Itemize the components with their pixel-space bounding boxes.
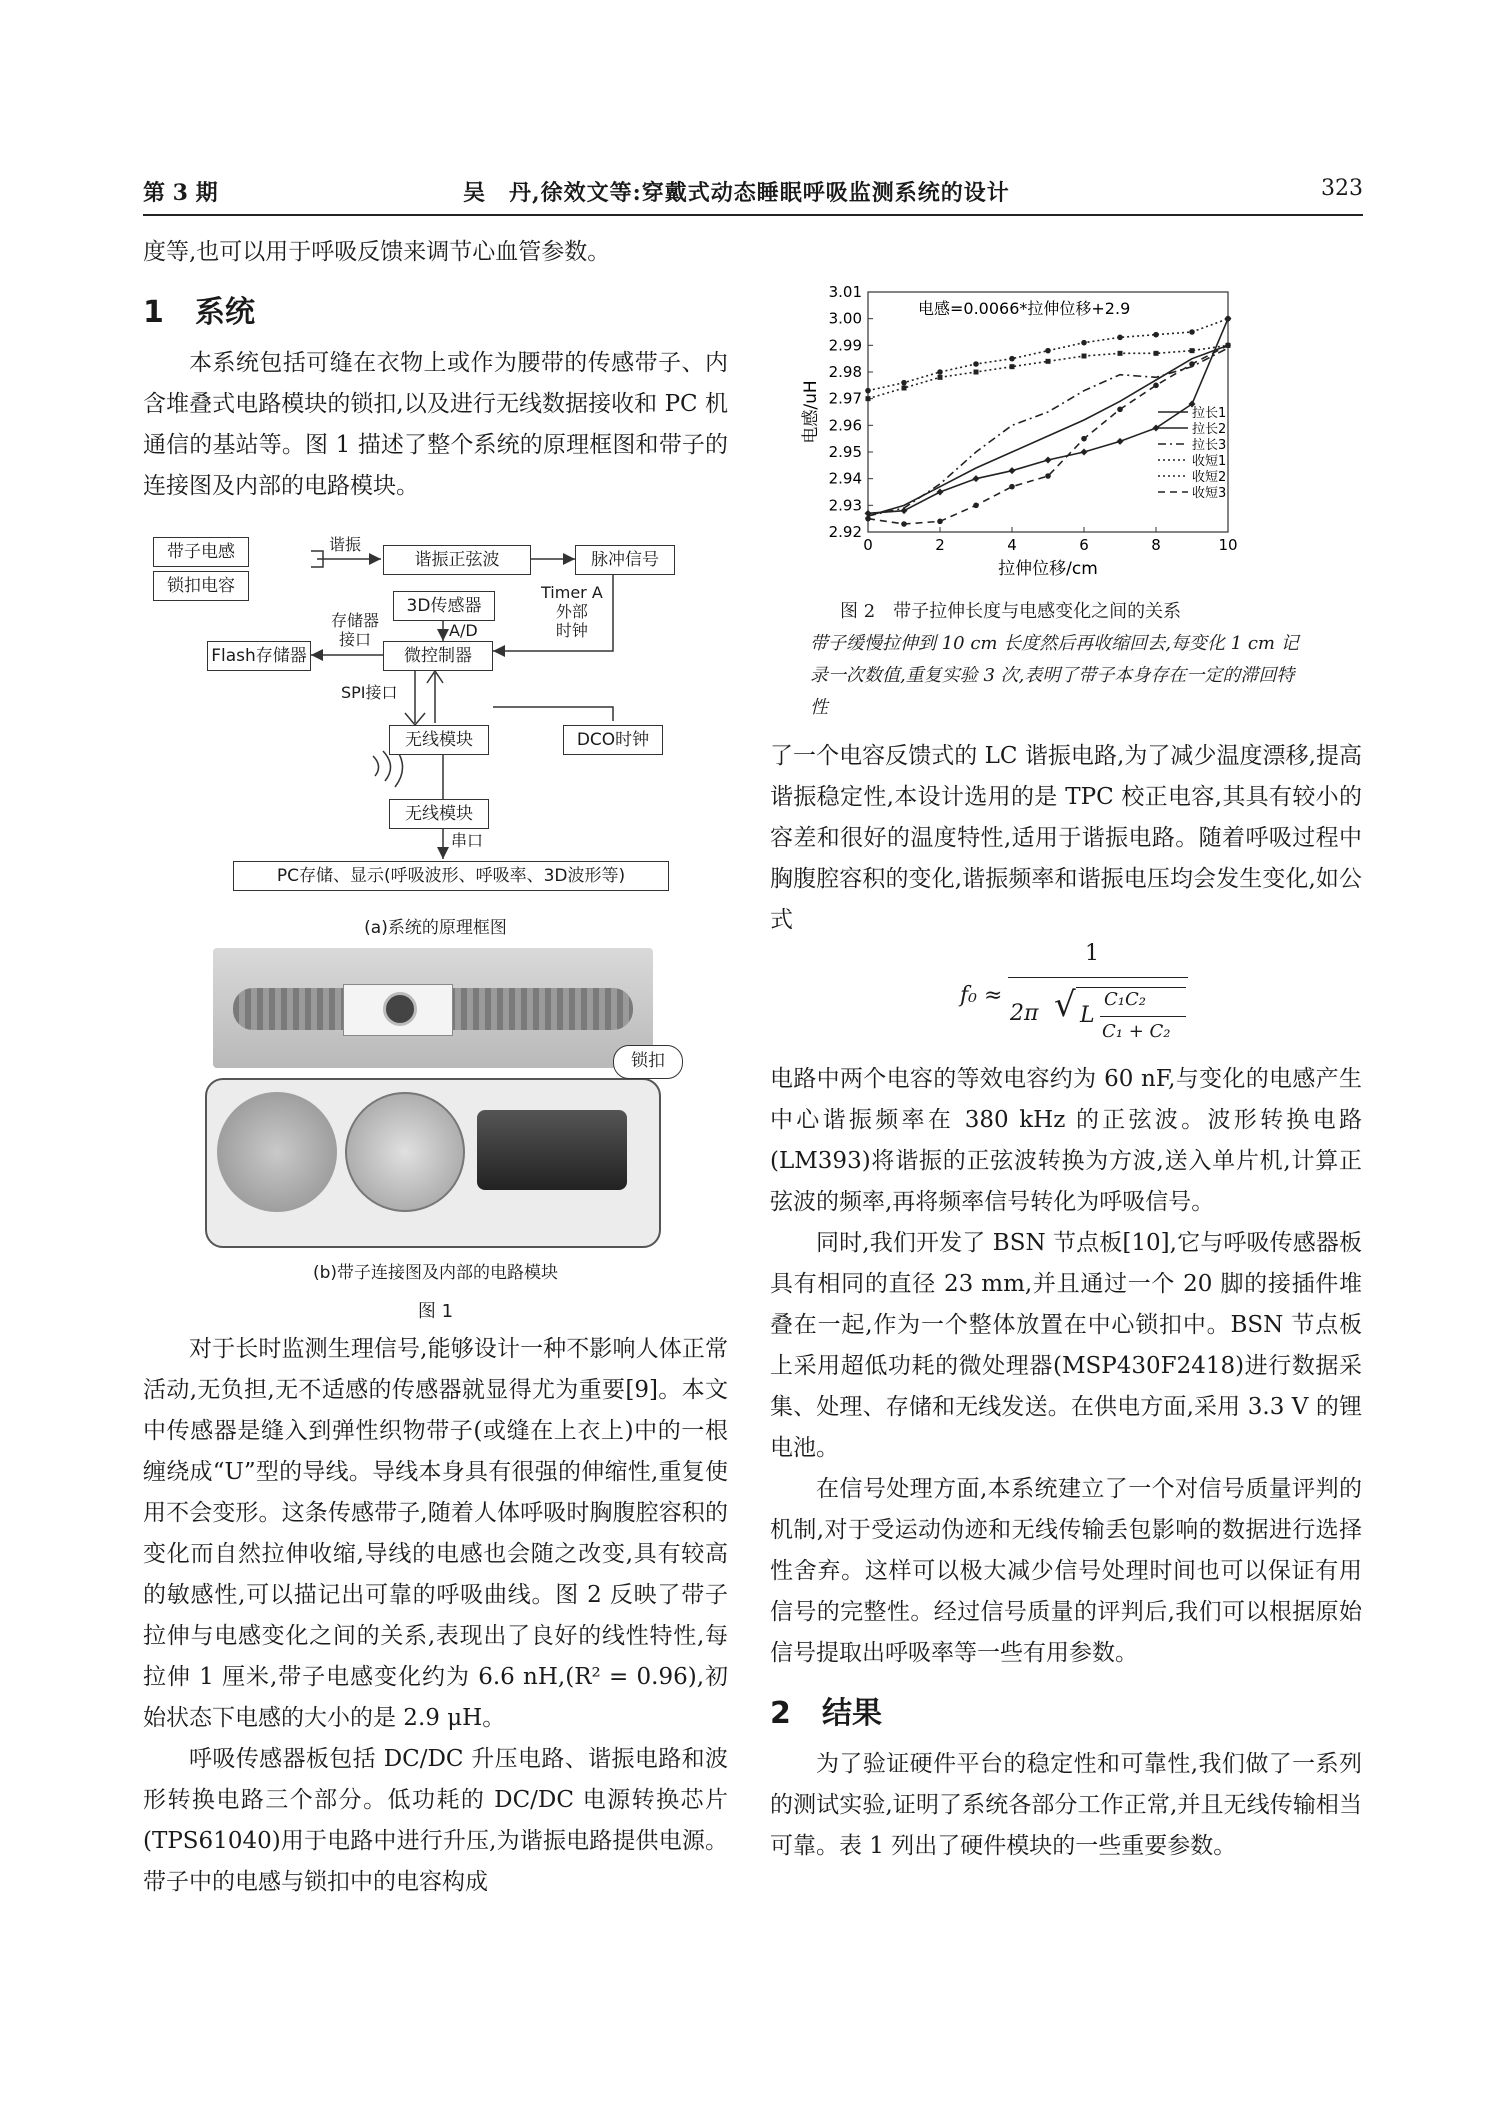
ad-label: A/D xyxy=(449,621,478,640)
mcu-box: 微控制器 xyxy=(383,641,493,671)
chart-svg xyxy=(790,280,1350,580)
formula xyxy=(770,941,1362,1059)
clock-text: 时钟 xyxy=(555,621,588,640)
section-heading-1 xyxy=(143,287,728,331)
sqrt-bar xyxy=(1076,987,1186,988)
formula-inner-bar xyxy=(1100,1016,1186,1017)
interface-text: 接口 xyxy=(339,630,372,649)
figure-1-label: 图 1 xyxy=(417,1301,454,1322)
data-point xyxy=(1081,449,1088,456)
data-point xyxy=(1117,438,1124,445)
data-point xyxy=(1154,351,1159,356)
sqrt-sign: √ xyxy=(1054,985,1076,1025)
wireless-module-box-2: 无线模块 xyxy=(389,799,489,829)
timer-a-text: Timer A xyxy=(541,583,603,602)
data-point xyxy=(1117,407,1123,413)
data-point xyxy=(865,516,871,522)
x-tick-label: 8 xyxy=(1151,536,1161,554)
y-tick-label: 2.99 xyxy=(828,336,862,355)
data-point xyxy=(1045,457,1052,464)
chart-annotation: 电感=0.0066*拉伸位移+2.9 xyxy=(918,299,1131,318)
formula-c1c2: C₁C₂ xyxy=(1104,989,1146,1010)
section-number: 2 xyxy=(770,1696,791,1731)
data-point xyxy=(1010,364,1015,369)
x-tick-label: 4 xyxy=(1007,536,1017,554)
data-point xyxy=(1045,348,1051,354)
paragraph: 为了验证硬件平台的稳定性和可靠性,我们做了一系列的测试实验,证明了系统各部分工作正常,并且无线传输相当可靠。表 1 列出了硬件模块的一些重要参数。 xyxy=(770,1751,1362,1859)
data-point xyxy=(1009,356,1015,362)
data-point xyxy=(1082,354,1087,359)
paragraph: 在信号处理方面,本系统建立了一个对信号质量评判的机制,对于受运动伪迹和无线传输丢包影响的数据进行选择性舍弃。这样可以极大减少信号处理时间也可以保证有用信号的完整性。经过信号质量的评判后,我们可以根据原始信号提取出呼吸率等一些有用参数。 xyxy=(770,1476,1362,1666)
page-number: 323 xyxy=(1321,176,1363,201)
data-point xyxy=(901,521,907,527)
data-point xyxy=(938,375,943,380)
lock-label: 锁扣 xyxy=(613,1045,683,1079)
legend-entry: 拉长3 xyxy=(1192,438,1227,453)
formula-c1-plus-c2: C₁ + C₂ xyxy=(1102,1021,1171,1042)
left-column xyxy=(143,232,728,1903)
y-tick-label: 2.96 xyxy=(828,416,862,435)
timer-label xyxy=(541,583,603,640)
figure-2-caption xyxy=(810,596,1310,724)
data-point xyxy=(1189,361,1195,367)
data-point xyxy=(937,369,943,375)
section-title: 系统 xyxy=(195,295,255,330)
paragraph: 同时,我们开发了 BSN 节点板[10],它与呼吸传感器板具有相同的直径 23 mm,并且通过一个 20 脚的接插件堆叠在一起,作为一个整体放置在中心锁扣中。BSN 节点板上采用超低功耗的微处理器(MSP430F2418)进行数据采集、处理、存储和无线发送。在供电方面,采用 3.3 V 的锂电池。 xyxy=(770,1230,1362,1461)
serial-label: 串口 xyxy=(451,831,484,850)
data-point xyxy=(1189,329,1195,335)
data-point xyxy=(866,396,871,401)
storage-interface-label xyxy=(331,611,379,649)
data-point xyxy=(937,489,944,496)
y-tick-label: 2.92 xyxy=(828,523,862,541)
circuit-detail-frame xyxy=(205,1078,661,1248)
system-block-diagram xyxy=(143,531,728,903)
y-tick-label: 2.95 xyxy=(828,443,862,461)
data-point xyxy=(973,361,979,367)
data-point xyxy=(1009,484,1015,490)
data-point xyxy=(1118,351,1123,356)
external-text: 外部 xyxy=(555,602,588,621)
x-tick-label: 0 xyxy=(863,536,873,554)
series-line xyxy=(868,348,1228,516)
y-tick-label: 3.01 xyxy=(828,283,862,301)
legend-entry: 收短3 xyxy=(1192,486,1227,501)
data-point xyxy=(973,503,979,509)
data-point xyxy=(1153,332,1159,338)
belt-photo xyxy=(213,948,665,1248)
inductance-chart xyxy=(790,280,1350,580)
sine-wave-box: 谐振正弦波 xyxy=(383,545,531,575)
formula-lhs: f₀ ≈ xyxy=(960,983,1003,1008)
paragraph: 了一个电容反馈式的 LC 谐振电路,为了减少温度漂移,提高谐振稳定性,本设计选用的是 TPC 校正电容,其具有较小的容差和很好的温度特性,适用于谐振电路。随着呼吸过程中胸腹腔容积的变化,谐振频率和谐振电压均会发生变化,如公式 xyxy=(770,743,1362,933)
x-tick-label: 2 xyxy=(935,536,945,554)
spi-label: SPI接口 xyxy=(341,683,398,702)
paragraph: 本系统包括可缝在衣物上或作为腰带的传感带子、内含堆叠式电路模块的锁扣,以及进行无线数据接收和 PC 机通信的基站等。图 1 描述了整个系统的原理框图和带子的连接图及内部的电路模块。 xyxy=(143,350,728,499)
data-point xyxy=(973,475,980,482)
data-point xyxy=(1046,359,1051,364)
data-point xyxy=(1009,467,1016,474)
data-point xyxy=(1045,473,1051,479)
resonance-label: 谐振 xyxy=(329,535,362,554)
data-point xyxy=(974,370,979,375)
data-point xyxy=(902,386,907,391)
x-tick-label: 6 xyxy=(1079,536,1089,554)
data-point xyxy=(1190,348,1195,353)
pc-display-box: PC存储、显示(呼吸波形、呼吸率、3D波形等) xyxy=(233,861,669,891)
x-axis-label: 拉伸位移/cm xyxy=(998,559,1098,579)
caption-b: (b)带子连接图及内部的电路模块 xyxy=(312,1263,559,1283)
belt-inductance-box: 带子电感 xyxy=(153,537,249,567)
pcb-image xyxy=(217,1092,337,1212)
issue-number: 第 3 期 xyxy=(143,180,218,206)
y-tick-label: 2.94 xyxy=(828,469,862,488)
formula-2pi: 2π xyxy=(1010,1001,1039,1026)
paragraph: 呼吸传感器板包括 DC/DC 升压电路、谐振电路和波形转换电路三个部分。低功耗的 DC/DC 电源转换芯片(TPS61040)用于电路中进行升压,为谐振电路提供电源。带子中的电感与锁扣中的电容构成 xyxy=(143,1746,728,1895)
series-line xyxy=(868,345,1228,516)
running-title: 吴 丹,徐效文等:穿戴式动态睡眠呼吸监测系统的设计 xyxy=(463,180,1010,206)
data-point xyxy=(937,519,943,525)
paragraph: 对于长时监测生理信号,能够设计一种不影响人体正常活动,无负担,无不适感的传感器就显得尤为重要[9]。本文中传感器是缝入到弹性织物带子(或缝在上衣上)中的一根缠绕成“U”型的导线。导线本身具有很强的伸缩性,重复使用不会变形。这条传感带子,随着人体呼吸时胸腹腔容积的变化而自然拉伸收缩,导线的电感也会随之改变,具有较高的敏感性,可以描记出可靠的呼吸曲线。图 2 反映了带子拉伸与电感变化之间的关系,表现出了良好的线性特性,每拉伸 1 厘米,带子电感变化约为 6.6 nH,(R² = 0.96),初始状态下电感的大小的是 2.9 μH。 xyxy=(143,1336,728,1731)
y-tick-label: 2.98 xyxy=(828,363,862,381)
sensor-3d-box: 3D传感器 xyxy=(393,591,495,621)
y-axis-label: 电感/uH xyxy=(801,380,821,444)
dco-clock-box: DCO时钟 xyxy=(563,725,663,755)
formula-bar xyxy=(1008,977,1188,978)
y-tick-label: 2.93 xyxy=(828,496,862,515)
series-line xyxy=(868,319,1228,391)
y-tick-label: 2.97 xyxy=(828,389,862,408)
data-point xyxy=(1225,343,1231,349)
section-number: 1 xyxy=(143,295,164,330)
y-tick-label: 3.00 xyxy=(828,309,862,328)
data-point xyxy=(1081,340,1087,346)
right-column xyxy=(770,280,1362,1867)
wireless-module-box: 无线模块 xyxy=(389,725,489,755)
flash-box: Flash存储器 xyxy=(207,641,311,671)
legend-entry: 拉长2 xyxy=(1192,422,1227,437)
data-point xyxy=(1153,383,1159,389)
data-point xyxy=(1081,436,1087,442)
formula-numerator: 1 xyxy=(1085,941,1099,966)
storage-text: 存储器 xyxy=(331,611,380,630)
section-heading-2 xyxy=(770,1688,1362,1732)
section-title: 结果 xyxy=(822,1696,882,1731)
paragraph: 度等,也可以用于呼吸反馈来调节心血管参数。 xyxy=(143,239,611,265)
figure-2-title: 图 2 带子拉伸长度与电感变化之间的关系 xyxy=(840,601,1182,622)
data-point xyxy=(1117,335,1123,341)
formula-L: L xyxy=(1080,1003,1095,1028)
coin-image xyxy=(345,1092,465,1212)
data-point xyxy=(1225,316,1231,322)
x-tick-label: 10 xyxy=(1218,536,1238,554)
page-header xyxy=(143,172,1363,216)
buckle-capacitor-box: 锁扣电容 xyxy=(153,571,249,601)
data-point xyxy=(865,388,871,394)
pulse-signal-box: 脉冲信号 xyxy=(575,545,675,575)
legend-entry: 收短2 xyxy=(1192,470,1227,485)
legend-entry: 拉长1 xyxy=(1192,406,1227,421)
caption-a: (a)系统的原理框图 xyxy=(364,918,507,938)
data-point xyxy=(901,380,907,386)
legend-entry: 收短1 xyxy=(1192,454,1227,469)
paragraph: 电路中两个电容的等效电容约为 60 nF,与变化的电感产生中心谐振频率在 380 kHz 的正弦波。波形转换电路(LM393)将谐振的正弦波转换为方波,送入单片机,计算正弦波的频率,再将频率信号转化为呼吸信号。 xyxy=(770,1066,1362,1215)
stacked-module-image xyxy=(477,1110,627,1190)
buckle-center-image xyxy=(383,992,417,1026)
figure-2-note: 带子缓慢拉伸到 10 cm 长度然后再收缩回去,每变化 1 cm 记录一次数值,重复实验 3 次,表明了带子本身存在一定的滞回特性 xyxy=(810,633,1299,718)
